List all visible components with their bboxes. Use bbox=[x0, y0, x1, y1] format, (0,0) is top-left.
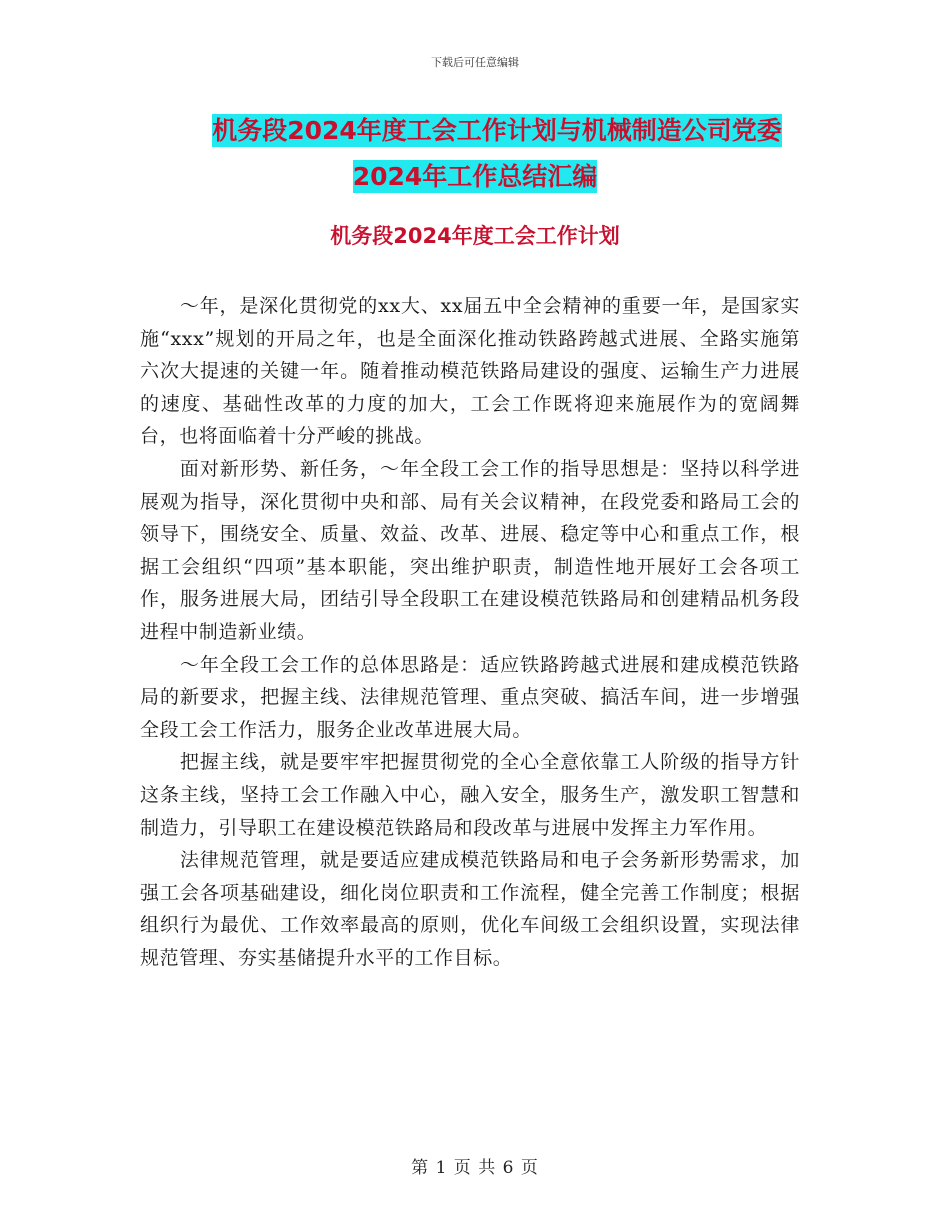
section-title: 机务段2024年度工会工作计划 bbox=[330, 224, 620, 248]
page-number: 第 1 页 共 6 页 bbox=[411, 1158, 539, 1178]
body-text bbox=[140, 290, 800, 974]
paragraph: 面对新形势、新任务，～年全段工会工作的指导思想是：坚持以科学进展观为指导，深化贯彻中央和部、局有关会议精神，在段党委和路局工会的领导下，围绕安全、质量、效益、改革、进展、稳定等中心和重点工作，根据工会组织“四项”基本职能，突出维护职责，制造性地开展好工会各项工作，服务进展大局，团结引导全段职工在建设模范铁路局和创建精品机务段进程中制造新业绩。 bbox=[140, 457, 800, 643]
paragraph: ～年全段工会工作的总体思路是：适应铁路跨越式进展和建成模范铁路局的新要求，把握主线、法律规范管理、重点突破、搞活车间，进一步增强全段工会工作活力，服务企业改革进展大局。 bbox=[140, 653, 800, 741]
title-line-1: 机务段2024年度工会工作计划与机械制造公司党委 bbox=[212, 116, 782, 145]
paragraph: 把握主线，就是要牢牢把握贯彻党的全心全意依靠工人阶级的指导方针这条主线，坚持工会工作融入中心，融入安全，服务生产，激发职工智慧和制造力，引导职工在建设模范铁路局和段改革与进展中发挥主力军作用。 bbox=[140, 751, 800, 839]
document-title bbox=[0, 108, 950, 200]
paragraph: ～年，是深化贯彻党的xx大、xx届五中全会精神的重要一年，是国家实施“xxx”规划的开局之年，也是全面深化推动铁路跨越式进展、全路实施第六次大提速的关键一年。随着推动模范铁路局建设的强度、运输生产力进展的速度、基础性改革的力度的加大，工会工作既将迎来施展作为的宽阔舞台，也将面临着十分严峻的挑战。 bbox=[140, 295, 800, 448]
header-note: 下载后可任意编辑 bbox=[431, 56, 519, 69]
paragraph: 法律规范管理，就是要适应建成模范铁路局和电子会务新形势需求，加强工会各项基础建设，细化岗位职责和工作流程，健全完善工作制度；根据组织行为最优、工作效率最高的原则，优化车间级工会组织设置，实现法律规范管理、夯实基储提升水平的工作目标。 bbox=[140, 849, 800, 969]
title-line-2: 2024年工作总结汇编 bbox=[352, 162, 598, 191]
